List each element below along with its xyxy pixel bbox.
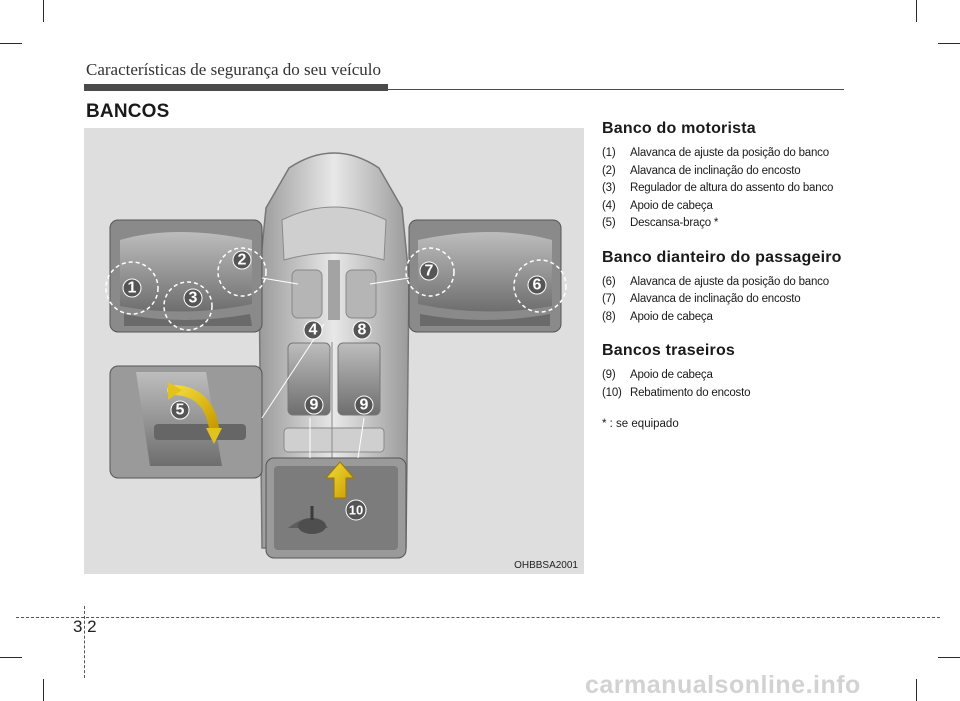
callout-1 — [123, 279, 141, 297]
list-item: (10) Rebatimento do encosto — [602, 386, 751, 399]
page-number: 3 2 — [73, 617, 97, 636]
driver-seat-title: Banco do motorista — [602, 120, 756, 137]
callout-10 — [346, 500, 366, 520]
rear-seats-title: Bancos traseiros — [602, 342, 736, 359]
list-item: (8) Apoio de cabeça — [602, 310, 713, 323]
passenger-seat-group — [602, 249, 872, 327]
svg-text:4: 4 — [308, 321, 318, 339]
passenger-seat-title: Banco dianteiro do passageiro — [602, 248, 842, 266]
callout-6 — [528, 276, 546, 294]
list-item: (2) Alavanca de inclinação do encosto — [602, 164, 801, 177]
driver-seat-inset — [106, 220, 266, 332]
armrest-inset — [110, 366, 262, 478]
crop-mark — [916, 0, 917, 22]
seat-legend — [602, 120, 872, 430]
svg-text:6: 6 — [532, 276, 542, 294]
crop-mark — [938, 657, 960, 658]
crop-mark — [43, 679, 44, 701]
svg-text:8: 8 — [357, 321, 367, 339]
driver-seat-group — [602, 120, 872, 233]
footer-dashed-rule — [16, 617, 940, 618]
callout-9-left — [305, 396, 323, 414]
header-rule-thin — [388, 89, 844, 90]
svg-text:7: 7 — [424, 262, 434, 280]
list-item: (4) Apoio de cabeça — [602, 199, 713, 212]
callout-4 — [304, 321, 322, 339]
watermark: carmanualsonline.info — [585, 671, 861, 699]
callout-7 — [420, 262, 438, 280]
crop-mark — [0, 43, 22, 44]
seats-illustration — [84, 128, 584, 574]
list-item: (1) Alavanca de ajuste da posição do banco — [602, 147, 829, 159]
crop-mark — [916, 679, 917, 701]
callout-2 — [233, 251, 251, 269]
section-title: BANCOS — [86, 101, 170, 122]
crop-mark — [0, 657, 22, 658]
header-rule-thick — [84, 84, 388, 91]
crop-mark — [938, 43, 960, 44]
callout-3 — [184, 289, 202, 307]
svg-text:1: 1 — [127, 279, 137, 297]
svg-text:10: 10 — [348, 502, 364, 518]
callout-5 — [171, 401, 189, 419]
svg-text:5: 5 — [175, 401, 185, 419]
svg-text:3: 3 — [188, 289, 198, 307]
callout-8 — [353, 321, 371, 339]
svg-text:9: 9 — [359, 396, 369, 414]
list-item: (5) Descansa-braço * — [602, 217, 719, 229]
list-item: (3) Regulador de altura do assento do banco — [602, 182, 834, 194]
svg-text:2: 2 — [237, 251, 247, 269]
list-item: (9) Apoio de cabeça — [602, 369, 713, 381]
list-item: (6) Alavanca de ajuste da posição do banco — [602, 275, 829, 288]
svg-text:9: 9 — [309, 396, 319, 414]
footnote: * : se equipado — [602, 418, 679, 430]
chapter-header: Características de segurança do seu veículo — [86, 60, 382, 79]
list-item: (7) Alavanca de inclinação do encosto — [602, 293, 801, 305]
figure-code: OHBBSA2001 — [514, 560, 578, 571]
rear-seats-group — [602, 342, 872, 402]
callout-9-right — [355, 396, 373, 414]
rear-seat-inset — [266, 458, 406, 558]
crop-mark — [43, 0, 44, 22]
